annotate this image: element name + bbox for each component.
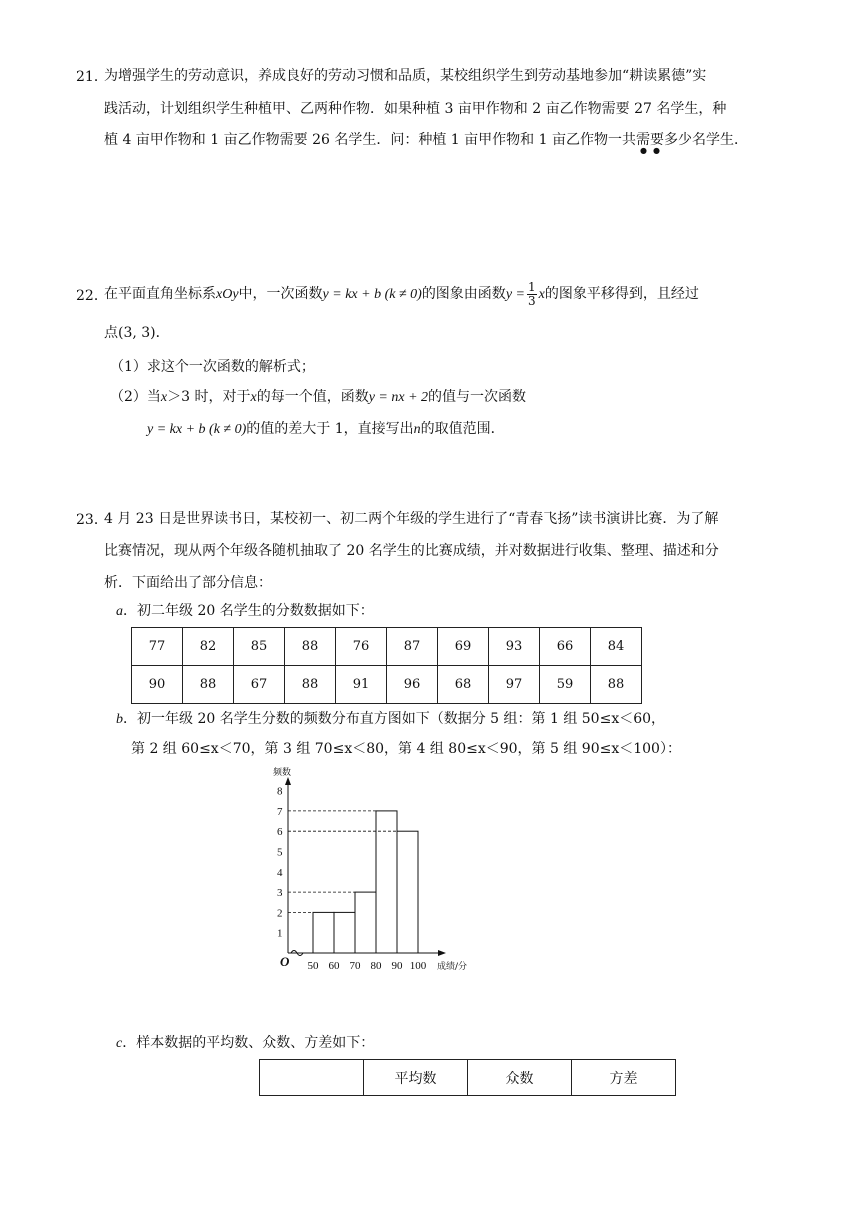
- math-text: xOy: [216, 287, 239, 302]
- text: 的图象由函数: [421, 286, 506, 302]
- math-text: x: [538, 287, 545, 302]
- sub-question-1: （1）求这个一次函数的解析式；: [110, 359, 315, 375]
- table-header-row: 平均数 众数 方差: [260, 1060, 676, 1096]
- origin-label: O: [280, 954, 290, 969]
- question-text-line: [104, 276, 699, 313]
- math-text: y = kx + b (k ≠ 0): [322, 287, 422, 302]
- part-b: b．初一年级 20 名学生分数的频数分布直方图如下（数据分 5 组：第 1 组 50≤x＜60，: [116, 711, 666, 727]
- question-text-line: 比赛情况，现从两个年级各随机抽取了 20 名学生的比赛成绩，并对数据进行收集、整理、描述和分: [104, 543, 719, 559]
- part-c: c．样本数据的平均数、众数、方差如下：: [116, 1035, 375, 1051]
- table-row: 90 88 67 88 91 96 68 97 59 88: [132, 666, 642, 704]
- fraction: $\frac{1}{3}$: [527, 279, 536, 308]
- table-row: 77 82 85 88 76 87 69 93 66 84: [132, 628, 642, 666]
- x-axis-label: 成绩/分: [437, 962, 468, 972]
- text: 的图象平移得到，且经过: [544, 286, 699, 302]
- question-number: 21．: [76, 69, 108, 85]
- y-tick-label: 6: [277, 826, 283, 839]
- histogram-bar: [334, 912, 355, 953]
- histogram-bar: [397, 831, 418, 953]
- x-tick-label: 80: [370, 960, 382, 972]
- question-text-line: 析．下面给出了部分信息：: [104, 575, 272, 591]
- x-tick-label: 70: [349, 960, 361, 972]
- y-tick-label: 1: [277, 927, 283, 940]
- sub-question-2: （2）当x＞3 时，对于x的每一个值，函数y = nx + 2的值与一次函数: [110, 389, 527, 405]
- part-b-cont: 第 2 组 60≤x＜70，第 3 组 70≤x＜80，第 4 组 80≤x＜90，第 5 组 90≤x＜100）：: [131, 741, 681, 757]
- histogram-bar: [313, 912, 334, 953]
- y-tick-label: 5: [277, 846, 283, 859]
- histogram-chart: [265, 765, 505, 980]
- sub-question-2-cont: y = kx + b (k ≠ 0)的值的差大于 1，直接写出n的取值范围．: [147, 421, 505, 437]
- statistics-table: [259, 1059, 676, 1096]
- x-tick-label: 90: [391, 960, 403, 972]
- y-tick-label: 3: [277, 887, 283, 900]
- y-axis-label: 频数: [273, 768, 292, 778]
- y-tick-label: 7: [277, 805, 283, 818]
- histogram-bar: [355, 892, 376, 953]
- math-text: y =: [505, 287, 525, 302]
- question-number: 22．: [76, 288, 108, 304]
- question-text-line: 植 4 亩甲作物和 1 亩乙作物需要 26 名学生．问：种植 1 亩甲作物和 1 亩乙作物一共需要多少名学生．: [104, 132, 748, 148]
- emphasis-dot: ●: [640, 146, 647, 155]
- y-axis-arrow: [285, 777, 291, 785]
- text: 中，一次函数: [238, 286, 323, 302]
- x-tick-label: 100: [409, 960, 427, 972]
- y-tick-label: 4: [277, 866, 283, 879]
- y-tick-label: 8: [277, 785, 283, 798]
- text: 在平面直角坐标系: [104, 286, 216, 302]
- x-tick-label: 50: [307, 960, 319, 972]
- histogram-bar: [376, 811, 397, 953]
- question-text-line: 4 月 23 日是世界读书日，某校初一、初二两个年级的学生进行了“青春飞扬”读书演讲比赛．为了解: [104, 511, 719, 527]
- x-axis-arrow: [438, 950, 446, 956]
- x-tick-label: 60: [328, 960, 340, 972]
- question-number: 23．: [76, 512, 108, 528]
- y-tick-label: 2: [277, 907, 283, 920]
- emphasis-dot: ●: [653, 146, 660, 155]
- score-table: [131, 627, 642, 704]
- question-text-line: 践活动，计划组织学生种植甲、乙两种作物．如果种植 3 亩甲作物和 2 亩乙作物需要 27 名学生，种: [104, 101, 727, 117]
- question-text-line: 为增强学生的劳动意识，养成良好的劳动习惯和品质，某校组织学生到劳动基地参加“耕读累德”实: [104, 68, 707, 84]
- question-text-line: 点(3, 3)．: [104, 325, 170, 341]
- part-a: a．初二年级 20 名学生的分数数据如下：: [116, 603, 374, 619]
